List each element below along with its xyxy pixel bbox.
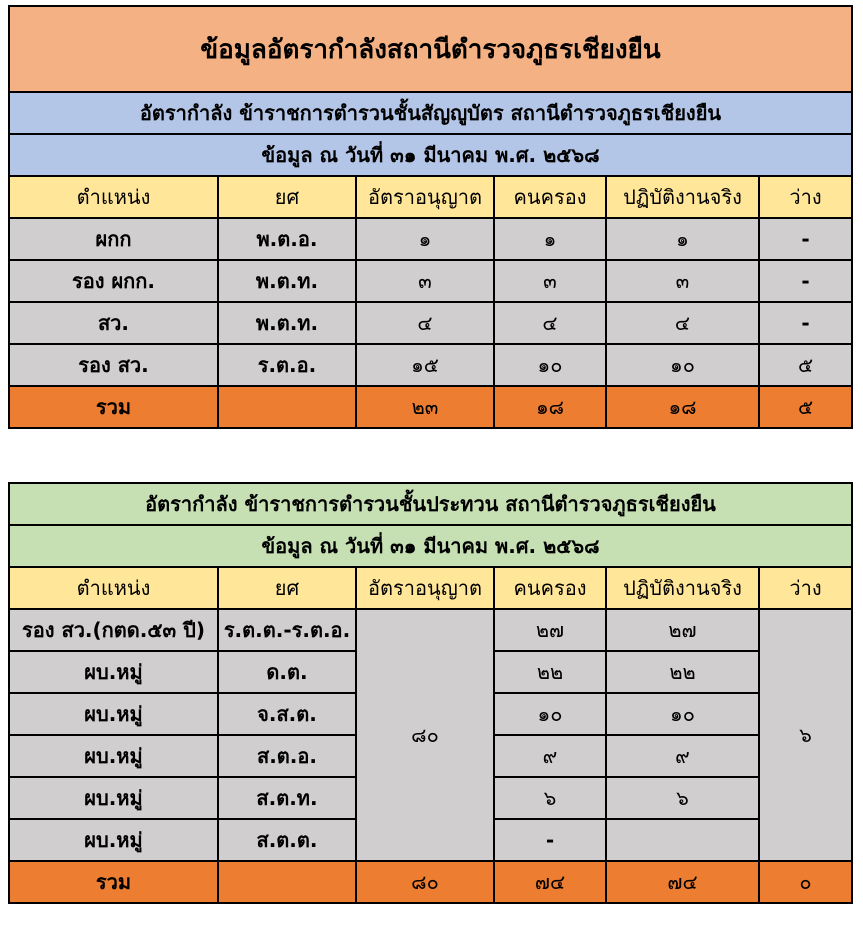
- page-title: ข้อมูลอัตรากำลังสถานีตำรวจภูธรเชียงยืน: [9, 6, 852, 92]
- noncommissioned-officer-table: [8, 482, 853, 904]
- rank-cell: พ.ต.ท.: [218, 302, 356, 344]
- vacant-merged-cell: ๖: [759, 609, 852, 861]
- total-allowed: ๘๐: [356, 861, 494, 903]
- vacant-cell: ๕: [759, 344, 852, 386]
- total-rank-cell: [218, 861, 356, 903]
- rank-cell: ร.ต.อ.: [218, 344, 356, 386]
- held-cell: -: [494, 819, 606, 861]
- total-vacant: ๕: [759, 386, 852, 428]
- active-cell: ๒๗: [606, 609, 759, 651]
- position-cell: รอง ผกก.: [9, 260, 218, 302]
- total-rank-cell: [218, 386, 356, 428]
- rank-cell: พ.ต.อ.: [218, 218, 356, 260]
- held-cell: ๙: [494, 735, 606, 777]
- allowed-cell: ๑: [356, 218, 494, 260]
- total-row: [9, 386, 852, 428]
- table-row: [9, 344, 852, 386]
- active-cell: ๑๐: [606, 344, 759, 386]
- allowed-cell: ๑๕: [356, 344, 494, 386]
- rank-cell: พ.ต.ท.: [218, 260, 356, 302]
- position-cell: ผบ.หมู่: [9, 735, 218, 777]
- commissioned-officer-table: [8, 5, 853, 429]
- held-cell: ๒๒: [494, 651, 606, 693]
- held-cell: ๒๗: [494, 609, 606, 651]
- table-row: [9, 260, 852, 302]
- vacant-cell: -: [759, 218, 852, 260]
- vacant-cell: -: [759, 260, 852, 302]
- total-label: รวม: [9, 861, 218, 903]
- column-header: อัตราอนุญาต: [356, 176, 494, 218]
- vacant-cell: -: [759, 302, 852, 344]
- table2-date-line: ข้อมูล ณ วันที่ ๓๑ มีนาคม พ.ศ. ๒๕๖๘: [9, 525, 852, 567]
- position-cell: ผบ.หมู่: [9, 819, 218, 861]
- total-active: ๗๔: [606, 861, 759, 903]
- column-header: คนครอง: [494, 176, 606, 218]
- active-cell: ๖: [606, 777, 759, 819]
- table2-subtitle: อัตรากำลัง ข้าราชการตำรวนชั้นประทวน สถานีตำรวจภูธรเชียงยืน: [9, 483, 852, 525]
- held-cell: ๑๐: [494, 693, 606, 735]
- table-row: [9, 609, 852, 651]
- allowed-cell: ๓: [356, 260, 494, 302]
- position-cell: ผบ.หมู่: [9, 651, 218, 693]
- total-label: รวม: [9, 386, 218, 428]
- rank-cell: ร.ต.ต.-ร.ต.อ.: [218, 609, 356, 651]
- column-header: ยศ: [218, 567, 356, 609]
- active-cell: [606, 819, 759, 861]
- column-header: ปฏิบัติงานจริง: [606, 176, 759, 218]
- held-cell: ๖: [494, 777, 606, 819]
- column-header: ยศ: [218, 176, 356, 218]
- total-held: ๗๔: [494, 861, 606, 903]
- total-held: ๑๘: [494, 386, 606, 428]
- allowed-merged-cell: ๘๐: [356, 609, 494, 861]
- active-cell: ๓: [606, 260, 759, 302]
- active-cell: ๔: [606, 302, 759, 344]
- active-cell: ๒๒: [606, 651, 759, 693]
- column-header: อัตราอนุญาต: [356, 567, 494, 609]
- table1-header-row: [9, 176, 852, 218]
- table-row: [9, 302, 852, 344]
- held-cell: ๑๐: [494, 344, 606, 386]
- rank-cell: ส.ต.ท.: [218, 777, 356, 819]
- position-cell: สว.: [9, 302, 218, 344]
- position-cell: ผบ.หมู่: [9, 777, 218, 819]
- total-active: ๑๘: [606, 386, 759, 428]
- active-cell: ๑: [606, 218, 759, 260]
- active-cell: ๙: [606, 735, 759, 777]
- held-cell: ๓: [494, 260, 606, 302]
- column-header: ตำแหน่ง: [9, 567, 218, 609]
- rank-cell: จ.ส.ต.: [218, 693, 356, 735]
- table1-subtitle: อัตรากำลัง ข้าราชการตำรวนชั้นสัญญูบัตร สถานีตำรวจภูธรเชียงยืน: [9, 92, 852, 134]
- position-cell: ผกก: [9, 218, 218, 260]
- held-cell: ๑: [494, 218, 606, 260]
- column-header: ว่าง: [759, 176, 852, 218]
- column-header: คนครอง: [494, 567, 606, 609]
- column-header: ปฏิบัติงานจริง: [606, 567, 759, 609]
- table1-date-line: ข้อมูล ณ วันที่ ๓๑ มีนาคม พ.ศ. ๒๕๖๘: [9, 134, 852, 176]
- total-allowed: ๒๓: [356, 386, 494, 428]
- active-cell: ๑๐: [606, 693, 759, 735]
- table2-header-row: [9, 567, 852, 609]
- rank-cell: ด.ต.: [218, 651, 356, 693]
- position-cell: รอง สว.(กตด.๕๓ ปี): [9, 609, 218, 651]
- allowed-cell: ๔: [356, 302, 494, 344]
- rank-cell: ส.ต.อ.: [218, 735, 356, 777]
- column-header: ตำแหน่ง: [9, 176, 218, 218]
- position-cell: รอง สว.: [9, 344, 218, 386]
- held-cell: ๔: [494, 302, 606, 344]
- total-row: [9, 861, 852, 903]
- total-vacant: ๐: [759, 861, 852, 903]
- column-header: ว่าง: [759, 567, 852, 609]
- position-cell: ผบ.หมู่: [9, 693, 218, 735]
- rank-cell: ส.ต.ต.: [218, 819, 356, 861]
- table-row: [9, 218, 852, 260]
